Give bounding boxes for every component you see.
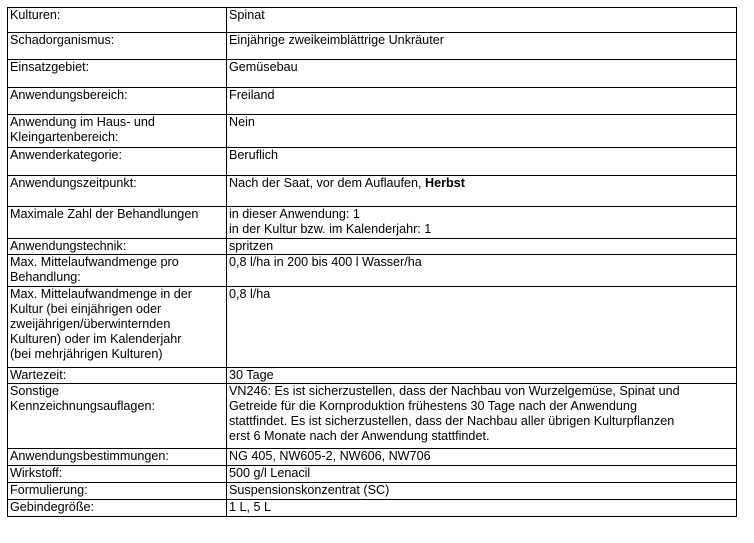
product-info-table (7, 7, 737, 517)
table-row (8, 115, 737, 148)
row-value: 0,8 l/ha in 200 bis 400 l Wasser/ha (227, 255, 737, 287)
row-value: 500 g/l Lenacil (227, 466, 737, 483)
row-label: Anwendungstechnik: (8, 239, 227, 255)
row-label: Anwendungsbestimmungen: (8, 449, 227, 466)
row-label: Einsatzgebiet: (8, 60, 227, 88)
table-row (8, 239, 737, 255)
row-label: Wartezeit: (8, 368, 227, 384)
row-label: Anwendungsbereich: (8, 88, 227, 115)
label-line: Max. Mittelaufwandmenge pro (10, 255, 179, 269)
row-label: Anwenderkategorie: (8, 148, 227, 176)
value-line: stattfindet. Es ist sicherzustellen, dass der Nachbau aller übrigen Kulturpflanzen (229, 414, 675, 428)
table-row (8, 384, 737, 449)
table-row (8, 483, 737, 500)
value-line: in dieser Anwendung: 1 (229, 207, 360, 221)
label-line: Kultur (bei einjährigen oder (10, 302, 162, 316)
row-value: Spinat (227, 8, 737, 33)
row-label: Schadorganismus: (8, 33, 227, 60)
row-label: Anwendungszeitpunkt: (8, 176, 227, 207)
table-row (8, 368, 737, 384)
row-value: 0,8 l/ha (227, 287, 737, 368)
row-label: Maximale Zahl der Behandlungen (8, 207, 227, 239)
row-label (8, 255, 227, 287)
row-value: 30 Tage (227, 368, 737, 384)
value-line: in der Kultur bzw. im Kalenderjahr: 1 (229, 222, 432, 236)
table-row (8, 466, 737, 483)
table-row (8, 449, 737, 466)
label-line: Kulturen) oder im Kalenderjahr (10, 332, 182, 346)
table-row (8, 88, 737, 115)
table-row (8, 255, 737, 287)
row-label (8, 287, 227, 368)
row-label: Kulturen: (8, 8, 227, 33)
label-line: Anwendung im Haus- und (10, 115, 155, 129)
label-line: Kleingartenbereich: (10, 130, 119, 144)
table-row (8, 33, 737, 60)
row-value: 1 L, 5 L (227, 500, 737, 517)
row-value: spritzen (227, 239, 737, 255)
label-line: Kennzeichnungsauflagen: (10, 399, 155, 413)
row-value: Nein (227, 115, 737, 148)
value-line: VN246: Es ist sicherzustellen, dass der Nachbau von Wurzelgemüse, Spinat und (229, 384, 680, 398)
label-line: Max. Mittelaufwandmenge in der (10, 287, 193, 301)
row-value (227, 384, 737, 449)
value-line: Getreide für die Kornproduktion frühestens 30 Tage nach der Anwendung (229, 399, 637, 413)
label-line: zweijährigen/überwinternden (10, 317, 171, 331)
value-line: erst 6 Monate nach der Anwendung stattfindet. (229, 429, 490, 443)
value-emphasis: Herbst (425, 176, 465, 190)
table-row (8, 287, 737, 368)
label-line: (bei mehrjährigen Kulturen) (10, 347, 163, 361)
row-value: Suspensionskonzentrat (SC) (227, 483, 737, 500)
row-value (227, 176, 737, 207)
row-value: Gemüsebau (227, 60, 737, 88)
value-text: Nach der Saat, vor dem Auflaufen, (229, 176, 426, 190)
table-row (8, 500, 737, 517)
table-row (8, 60, 737, 88)
row-value: Einjährige zweikeimblättrige Unkräuter (227, 33, 737, 60)
row-label: Wirkstoff: (8, 466, 227, 483)
table-row (8, 8, 737, 33)
row-label: Formulierung: (8, 483, 227, 500)
table-row (8, 176, 737, 207)
row-value: Beruflich (227, 148, 737, 176)
table-row (8, 148, 737, 176)
row-label: Gebindegröße: (8, 500, 227, 517)
row-value (227, 207, 737, 239)
row-value: NG 405, NW605-2, NW606, NW706 (227, 449, 737, 466)
label-line: Sonstige (10, 384, 60, 398)
label-line: Behandlung: (10, 270, 81, 284)
row-label (8, 115, 227, 148)
row-label (8, 384, 227, 449)
table-row (8, 207, 737, 239)
row-value: Freiland (227, 88, 737, 115)
